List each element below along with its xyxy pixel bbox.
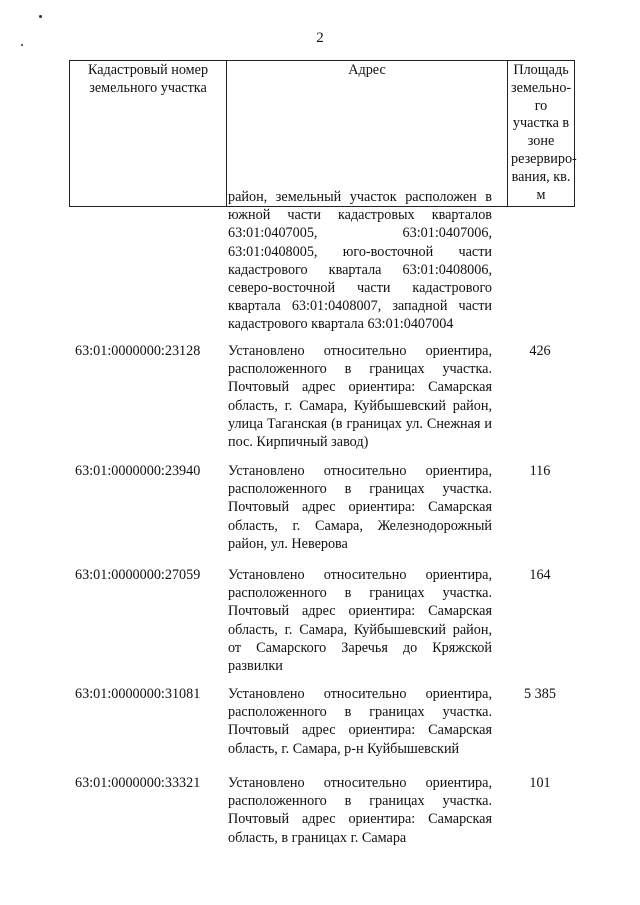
- area-value: 426: [529, 343, 551, 359]
- address: Установлено относительно ориентира, расположенного в границах участка. Почтовый адрес ориентира: Самарская область, г. Самара, Куйбышевский район, улица Таганская (в границах ул. Снежная и пос. Кирпичный завод): [228, 343, 492, 451]
- table-header: [69, 60, 575, 207]
- area-value: 5 385: [524, 686, 556, 702]
- address: Установлено относительно ориентира, расположенного в границах участка. Почтовый адрес ориентира: Самарская область, г. Самара, Куйбышевский район, от Самарского Заречья до Кряжской развилки: [228, 567, 492, 675]
- cadastral-number: 63:01:0000000:23940: [75, 463, 201, 479]
- header-area: Площадь земельно-го участка в зоне резервиро-вания, кв. м: [508, 61, 575, 207]
- address: Установлено относительно ориентира, расположенного в границах участка. Почтовый адрес ориентира: Самарская область, в границах г. Самара: [228, 775, 492, 846]
- header-cadastral-number: Кадастровый номер земельного участка: [70, 61, 227, 207]
- header-address: Адрес: [227, 61, 508, 207]
- cadastral-number: 63:01:0000000:27059: [75, 567, 201, 583]
- address: Установлено относительно ориентира, расположенного в границах участка. Почтовый адрес ориентира: Самарская область, г. Самара, р-н Куйбышевский: [228, 686, 492, 757]
- area-value: 101: [529, 775, 551, 791]
- area-value: 164: [529, 567, 551, 583]
- scan-speck: [39, 15, 42, 18]
- cadastral-number: 63:01:0000000:23128: [75, 343, 201, 359]
- cadastral-number: 63:01:0000000:31081: [75, 686, 201, 702]
- page-number: 2: [316, 30, 324, 46]
- continuation-address: район, земельный участок расположен в южной части кадастровых кварталов 63:01:0407005, 63:01:0407006, 63:01:0408005, юго-восточной части кадастрового квартала 63:01:0408006, северо-восточной части кадастрового квартала 63:01:0408007, западной части кадастрового квартала 63:01:0407004: [228, 189, 492, 333]
- address: Установлено относительно ориентира, расположенного в границах участка. Почтовый адрес ориентира: Самарская область, г. Самара, Железнодорожный район, ул. Неверова: [228, 463, 492, 552]
- area-value: 116: [529, 463, 551, 479]
- cadastral-number: 63:01:0000000:33321: [75, 775, 201, 791]
